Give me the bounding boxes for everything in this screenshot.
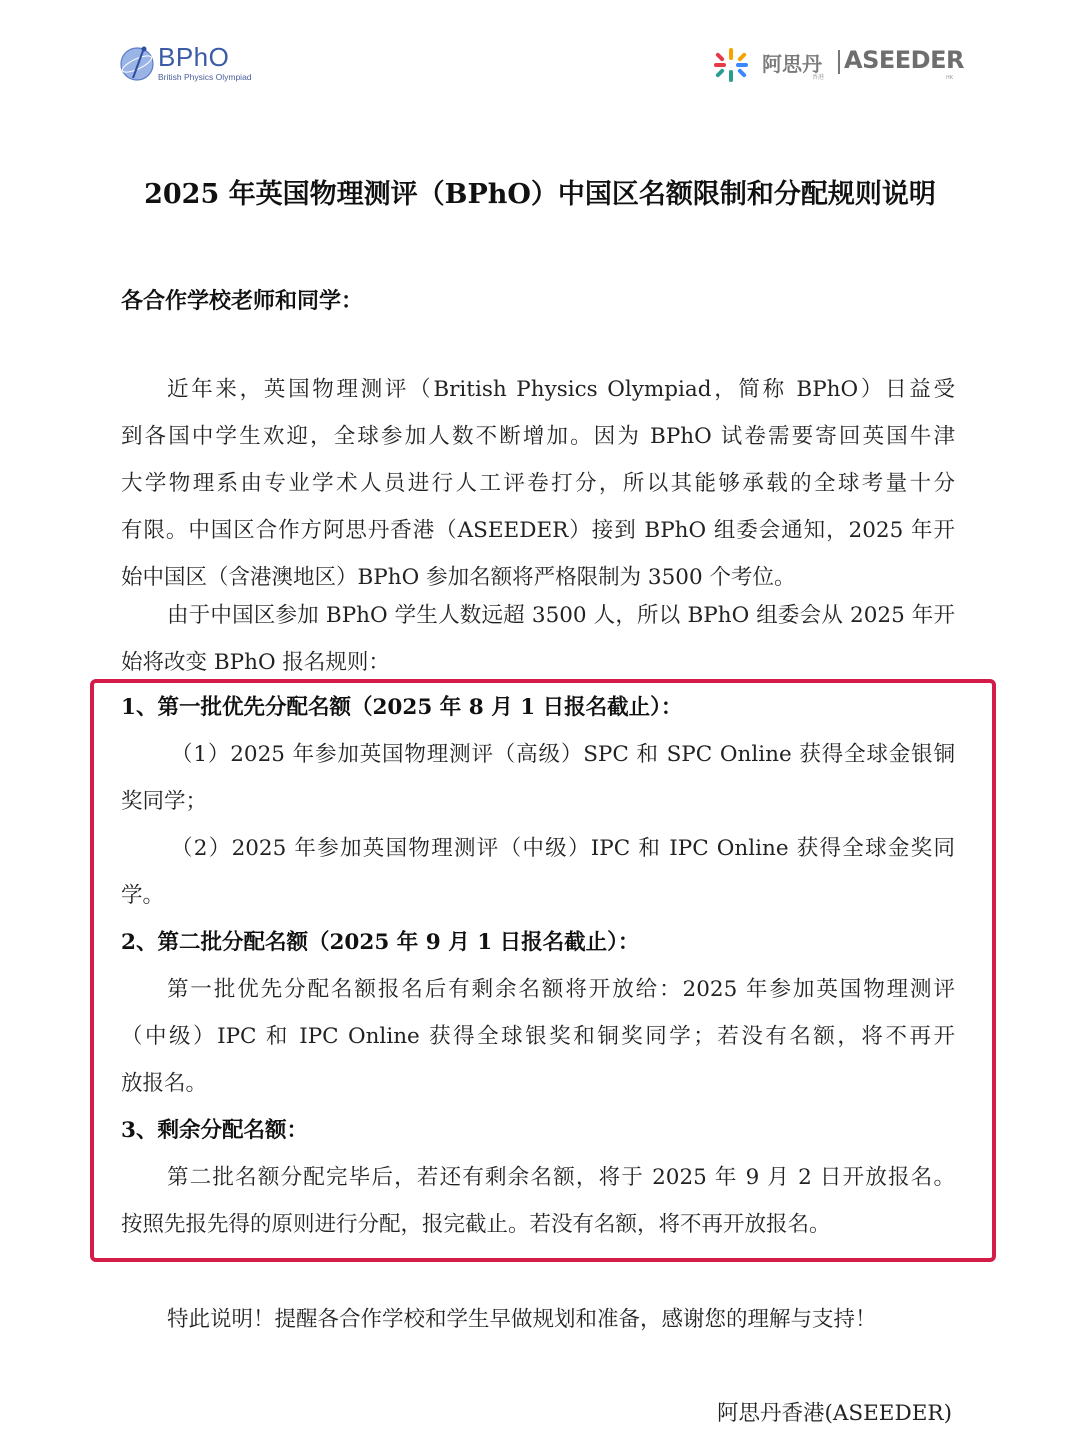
section-1-item-1-line: 奖同学； [121, 789, 208, 814]
closing-statement: 特此说明！提醒各合作学校和学生早做规划和准备，感谢您的理解与支持！ [167, 1307, 877, 1332]
section-1-item-2-line: （2）2025 年参加英国物理测评（中级）IPC 和 IPC Online 获得全球金奖同 [171, 836, 955, 861]
section-2-body [121, 966, 955, 1107]
bpho-logo-name: BPhO [158, 42, 230, 72]
rule-change-paragraph [121, 592, 955, 686]
bpho-logo-subtitle: British Physics Olympiad [158, 72, 252, 82]
aseeder-logo [712, 44, 964, 86]
section-3-heading: 3、剩余分配名额： [121, 1118, 308, 1143]
section-1-item-1-line: （1）2025 年参加英国物理测评（高级）SPC 和 SPC Online 获得全球金银铜 [171, 742, 955, 767]
intro-line: 有限。中国区合作方阿思丹香港（ASEEDER）接到 BPhO 组委会通知，2025 年开 [121, 518, 955, 543]
document-title: 2025 年英国物理测评（BPhO）中国区名额限制和分配规则说明 [144, 179, 936, 210]
rule-change-line: 始将改变 BPhO 报名规则： [121, 650, 390, 675]
section-3-body-line: 按照先报先得的原则进行分配，报完截止。若没有名额，将不再开放报名。 [121, 1212, 831, 1237]
section-2-body-line: （中级）IPC 和 IPC Online 获得全球银奖和铜奖同学；若没有名额，将不再开 [121, 1024, 955, 1049]
section-3-body-line: 第二批名额分配完毕后，若还有剩余名额，将于 2025 年 9 月 2 日开放报名。 [167, 1165, 955, 1190]
intro-line: 近年来，英国物理测评（British Physics Olympiad，简称 BPhO）日益受 [167, 377, 955, 402]
intro-paragraph [121, 366, 955, 601]
section-1-item-2-line: 学。 [121, 883, 165, 908]
bpho-logo-icon [118, 44, 156, 82]
section-1-heading: 1、第一批优先分配名额（2025 年 8 月 1 日报名截止）： [121, 695, 683, 720]
section-1-item-1 [121, 731, 955, 825]
rule-change-line: 由于中国区参加 BPhO 学生人数远超 3500 人，所以 BPhO 组委会从 2025 年开 [167, 603, 955, 628]
aseeder-logo-english-small: HK [946, 75, 954, 81]
aseeder-logo-divider [838, 50, 840, 74]
aseeder-logo-chinese-small: 香港 [812, 74, 825, 81]
intro-line: 始中国区（含港澳地区）BPhO 参加名额将严格限制为 3500 个考位。 [121, 565, 796, 590]
bpho-logo [118, 40, 278, 86]
signature: 阿思丹香港(ASEEDER) [716, 1401, 952, 1426]
section-2-body-line: 第一批优先分配名额报名后有剩余名额将开放给：2025 年参加英国物理测评 [167, 977, 955, 1002]
intro-line: 大学物理系由专业学术人员进行人工评卷打分，所以其能够承载的全球考量十分 [121, 471, 955, 496]
aseeder-logo-icon [712, 46, 750, 84]
section-1-item-2 [121, 825, 955, 919]
intro-line: 到各国中学生欢迎，全球参加人数不断增加。因为 BPhO 试卷需要寄回英国牛津 [121, 424, 955, 449]
section-2-heading: 2、第二批分配名额（2025 年 9 月 1 日报名截止）： [121, 930, 640, 955]
aseeder-logo-english: ASEEDER [844, 46, 964, 74]
salutation: 各合作学校老师和同学： [121, 288, 364, 314]
section-2-body-line: 放报名。 [121, 1071, 208, 1096]
aseeder-logo-chinese: 阿思丹 [762, 52, 822, 76]
section-3-body [121, 1154, 955, 1248]
